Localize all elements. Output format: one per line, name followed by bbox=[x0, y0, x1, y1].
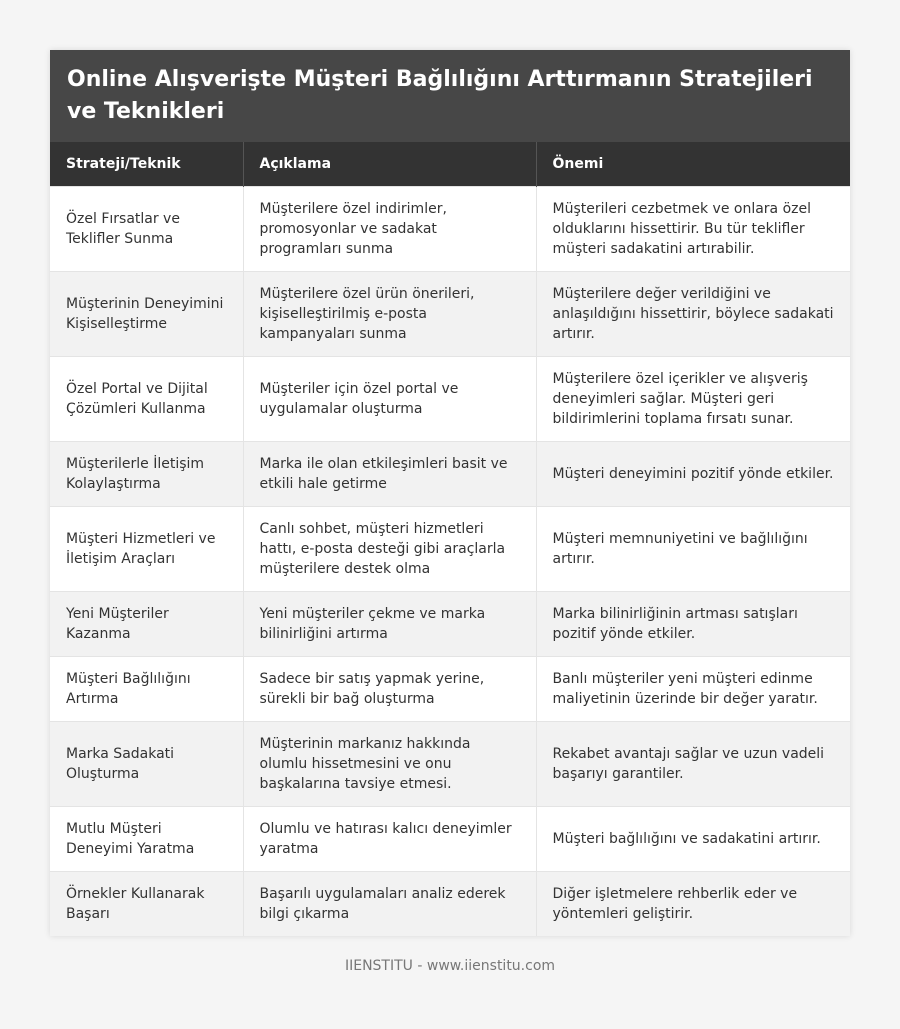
description-cell: Müşterinin markanız hakkında olumlu hissetmesini ve onu başkalarına tavsiye etmesi. bbox=[243, 721, 536, 806]
description-cell: Sadece bir satış yapmak yerine, sürekli bir bağ oluşturma bbox=[243, 656, 536, 721]
strategy-cell: Müşteri Bağlılığını Artırma bbox=[50, 656, 243, 721]
importance-cell: Müşteri bağlılığını ve sadakatini artırır. bbox=[536, 806, 850, 871]
description-cell: Yeni müşteriler çekme ve marka bilinirliğini artırma bbox=[243, 591, 536, 656]
description-cell: Müşterilere özel indirimler, promosyonlar ve sadakat programları sunma bbox=[243, 186, 536, 271]
table-row bbox=[50, 806, 850, 871]
table-row bbox=[50, 591, 850, 656]
description-cell: Müşteriler için özel portal ve uygulamalar oluşturma bbox=[243, 356, 536, 441]
column-header-description: Açıklama bbox=[243, 142, 536, 186]
table-row bbox=[50, 271, 850, 356]
column-header-importance: Önemi bbox=[536, 142, 850, 186]
strategy-cell: Müşterinin Deneyimini Kişiselleştirme bbox=[50, 271, 243, 356]
table-row bbox=[50, 506, 850, 591]
column-header-strategy: Strateji/Teknik bbox=[50, 142, 243, 186]
strategy-table bbox=[50, 142, 850, 936]
table-card bbox=[50, 50, 850, 936]
table-row bbox=[50, 656, 850, 721]
description-cell: Canlı sohbet, müşteri hizmetleri hattı, e-posta desteği gibi araçlarla müşterilere destek olma bbox=[243, 506, 536, 591]
strategy-cell: Örnekler Kullanarak Başarı bbox=[50, 871, 243, 936]
strategy-cell: Müşteri Hizmetleri ve İletişim Araçları bbox=[50, 506, 243, 591]
importance-cell: Müşterilere değer verildiğini ve anlaşıldığını hissettirir, böylece sadakati artırır. bbox=[536, 271, 850, 356]
strategy-cell: Özel Fırsatlar ve Teklifler Sunma bbox=[50, 186, 243, 271]
strategy-cell: Yeni Müşteriler Kazanma bbox=[50, 591, 243, 656]
importance-cell: Müşterileri cezbetmek ve onlara özel olduklarını hissettirir. Bu tür teklifler müşteri sadakatini artırabilir. bbox=[536, 186, 850, 271]
table-row bbox=[50, 871, 850, 936]
strategy-cell: Marka Sadakati Oluşturma bbox=[50, 721, 243, 806]
importance-cell: Marka bilinirliğinin artması satışları pozitif yönde etkiler. bbox=[536, 591, 850, 656]
description-cell: Müşterilere özel ürün önerileri, kişiselleştirilmiş e-posta kampanyaları sunma bbox=[243, 271, 536, 356]
table-title: Online Alışverişte Müşteri Bağlılığını Arttırmanın Stratejileri ve Teknikleri bbox=[50, 50, 850, 142]
footer-credit: IIENSTITU - www.iienstitu.com bbox=[344, 958, 556, 974]
importance-cell: Banlı müşteriler yeni müşteri edinme maliyetinin üzerinde bir değer yaratır. bbox=[536, 656, 850, 721]
table-row bbox=[50, 441, 850, 506]
description-cell: Başarılı uygulamaları analiz ederek bilgi çıkarma bbox=[243, 871, 536, 936]
table-row bbox=[50, 186, 850, 271]
strategy-cell: Özel Portal ve Dijital Çözümleri Kullanma bbox=[50, 356, 243, 441]
table-row bbox=[50, 356, 850, 441]
header-row bbox=[50, 142, 850, 186]
importance-cell: Müşterilere özel içerikler ve alışveriş deneyimleri sağlar. Müşteri geri bildirimlerini toplama fırsatı sunar. bbox=[536, 356, 850, 441]
importance-cell: Müşteri deneyimini pozitif yönde etkiler. bbox=[536, 441, 850, 506]
importance-cell: Rekabet avantajı sağlar ve uzun vadeli başarıyı garantiler. bbox=[536, 721, 850, 806]
strategy-cell: Mutlu Müşteri Deneyimi Yaratma bbox=[50, 806, 243, 871]
importance-cell: Müşteri memnuniyetini ve bağlılığını artırır. bbox=[536, 506, 850, 591]
importance-cell: Diğer işletmelere rehberlik eder ve yöntemleri geliştirir. bbox=[536, 871, 850, 936]
description-cell: Marka ile olan etkileşimleri basit ve etkili hale getirme bbox=[243, 441, 536, 506]
table-row bbox=[50, 721, 850, 806]
description-cell: Olumlu ve hatırası kalıcı deneyimler yaratma bbox=[243, 806, 536, 871]
strategy-cell: Müşterilerle İletişim Kolaylaştırma bbox=[50, 441, 243, 506]
